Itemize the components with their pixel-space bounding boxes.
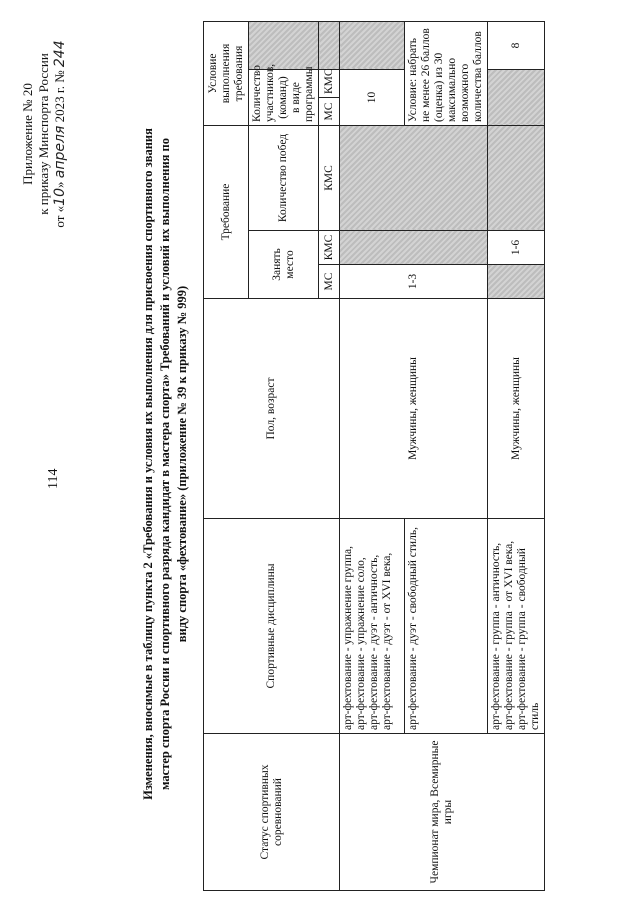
date-day: 10 — [52, 188, 68, 206]
discipline-item: арт-фехтование - упражнение соло, — [355, 557, 367, 730]
group1-place-kms-empty — [340, 231, 488, 265]
date-year: 2023 г. № — [52, 70, 67, 123]
date-month: апреля — [52, 125, 68, 179]
header-place-ms: МС — [319, 265, 340, 299]
group3-place-ms-empty — [488, 265, 545, 299]
discipline-item: арт-фехтование - дуэт - античность, — [368, 554, 380, 730]
group1-participants-kms-empty — [340, 22, 405, 70]
group3-wins-empty — [488, 126, 545, 231]
header-place: Занять место — [249, 231, 319, 299]
group3-disciplines — [488, 519, 545, 734]
doc-number: 244 — [52, 40, 68, 68]
group2-discipline: арт-фехтование - дуэт - свободный стиль, — [405, 519, 488, 734]
header-empty-gray — [249, 22, 319, 70]
title-line1: Изменения, вносимые в таблицу пункта 2 «Требования и условия их выполнения для присвоения спортивного звания — [141, 128, 155, 800]
discipline-item: арт-фехтование - группа - от XVI века, — [503, 540, 515, 730]
title-line2: мастер спорта России и спортивного разряда кандидат в мастера спорта» Требований и условий их выполнения по — [158, 138, 172, 790]
group1-wins-empty — [340, 126, 488, 231]
group1-participants-ms: 10 — [340, 70, 405, 126]
discipline-item: арт-фехтование - дуэт - от XVI века, — [381, 552, 393, 730]
header-condition: Условие выполнения требования — [204, 22, 249, 126]
header-part-ms: МС — [319, 98, 340, 126]
date-prefix: от « — [52, 205, 67, 228]
discipline-item: арт-фехтование - группа - свободный стиль — [516, 548, 541, 730]
appendix-line2: к приказу Минспорта России — [36, 53, 51, 215]
group2-condition: Условие: набрать не менее 26 баллов (оценка) из 30 максимально возможного количества баллов — [405, 22, 488, 126]
discipline-item: арт-фехтование - упражнение группа, — [342, 545, 354, 730]
header-wins-kms: КМС — [319, 126, 340, 231]
header-place-kms: КМС — [319, 231, 340, 265]
group3-gender: Мужчины, женщины — [488, 299, 545, 519]
header-part-kms: КМС — [319, 70, 340, 98]
header-requirement: Требование — [204, 126, 249, 299]
appendix-line1: Приложение № 20 — [20, 83, 35, 185]
header-disciplines: Спортивные дисциплины — [204, 519, 340, 734]
requirements-table — [203, 21, 545, 891]
header-participants: Количество участников, (команд) в виде программы — [249, 70, 319, 126]
title-line3: виду спорта «фехтование» (приложение № 39 к приказу № 999) — [175, 285, 189, 643]
header-gender-age: Пол, возраст — [204, 299, 340, 519]
group1-place-ms: 1-3 — [340, 265, 488, 299]
header-wins: Количество побед — [249, 126, 319, 231]
header-empty-gray-2 — [319, 22, 340, 70]
group3-place-kms: 1-6 — [488, 231, 545, 265]
group1-gender: Мужчины, женщины — [340, 299, 488, 519]
document-title — [140, 29, 191, 899]
appendix-date-line — [52, 9, 68, 259]
page-number: 114 — [46, 468, 61, 489]
header-status: Статус спортивных соревнований — [204, 734, 340, 891]
group3-participants-ms-empty — [488, 70, 545, 126]
discipline-item: арт-фехтование - группа - античность, — [490, 542, 502, 730]
status-value: Чемпионат мира, Всемирные игры — [340, 734, 545, 891]
group3-participants-kms: 8 — [488, 22, 545, 70]
appendix-block — [20, 9, 68, 259]
date-mid: » — [52, 181, 67, 189]
group1-disciplines — [340, 519, 405, 734]
